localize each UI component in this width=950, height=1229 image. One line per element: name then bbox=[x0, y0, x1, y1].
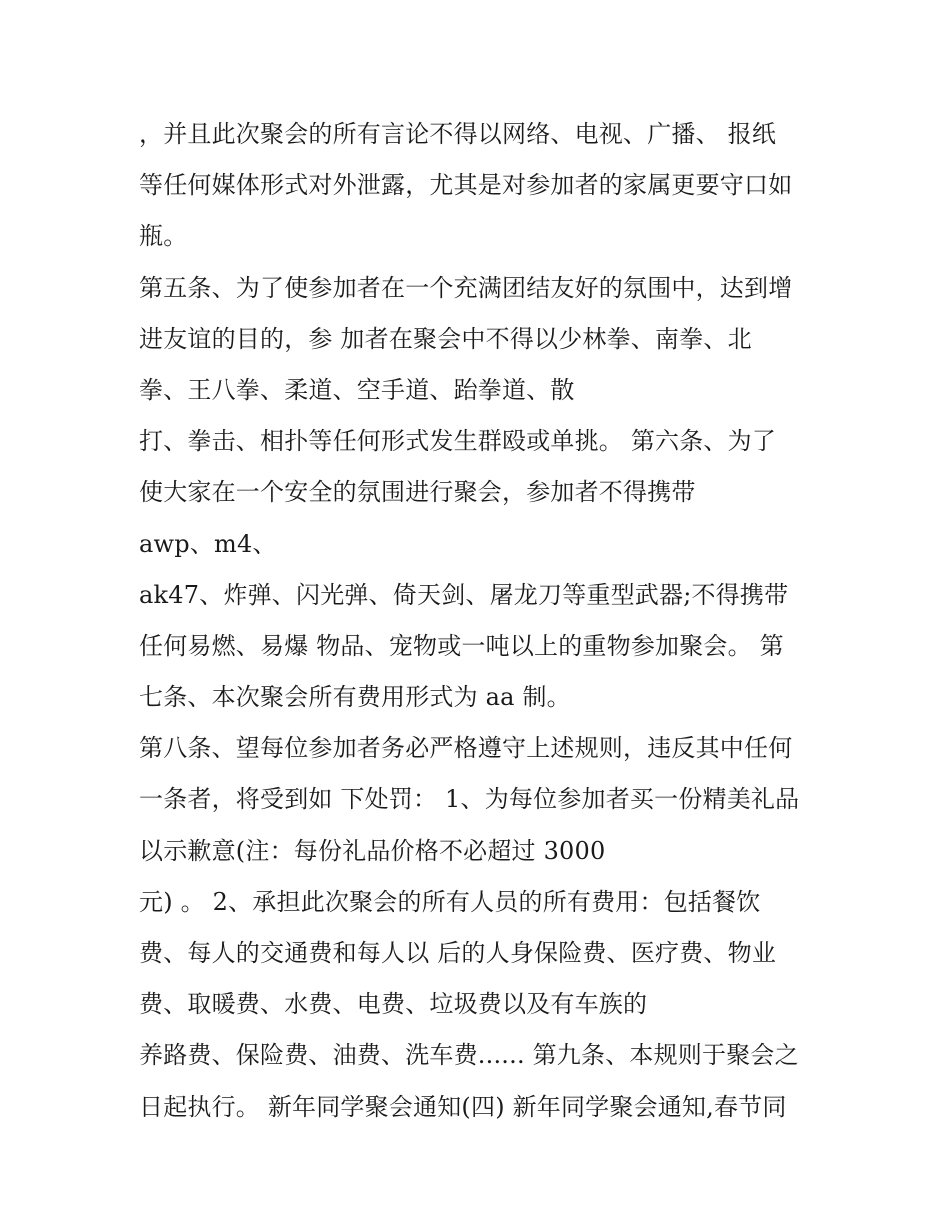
text-line-10: ak47、炸弹、闪光弹、倚天剑、屠龙刀等重型武器;不得携带 bbox=[139, 580, 789, 609]
text-line-4: 第五条、为了使参加者在一个充满团结友好的氛围中，达到增 bbox=[139, 273, 793, 302]
text-line-6: 拳、王八拳、柔道、空手道、跆拳道、散 bbox=[139, 375, 575, 404]
text-line-3: 瓶。 bbox=[139, 222, 188, 251]
text-line-18: 费、取暖费、水费、电费、垃圾费以及有车族的 bbox=[139, 990, 648, 1019]
text-line-17: 费、每人的交通费和每人以 后的人身保险费、医疗费、物业 bbox=[139, 939, 777, 967]
text-line-2: 等任何媒体形式对外泄露，尤其是对参加者的家属更要守口如 bbox=[139, 171, 793, 200]
text-line-20: 日起执行。 新年同学聚会通知(四) 新年同学聚会通知,春节同 bbox=[139, 1092, 787, 1121]
text-line-16: 元) 。 2、承担此次聚会的所有人员的所有费用：包括餐饮 bbox=[139, 887, 761, 916]
text-line-5: 进友谊的目的，参 加者在聚会中不得以少林拳、南拳、北 bbox=[139, 324, 752, 353]
document-body bbox=[139, 109, 829, 1133]
text-line-14: 一条者，将受到如 下处罚： 1、为每位参加者买一份精美礼品 bbox=[139, 785, 800, 814]
text-line-13: 第八条、望每位参加者务必严格遵守上述规则，违反其中任何 bbox=[139, 734, 793, 763]
text-line-12: 七条、本次聚会所有费用形式为 aa 制。 bbox=[139, 683, 571, 712]
text-line-8: 使大家在一个安全的氛围进行聚会，参加者不得携带 bbox=[139, 478, 696, 507]
text-line-9: awp、m4、 bbox=[139, 529, 277, 558]
text-line-7: 打、拳击、相扑等任何形式发生群殴或单挑。 第六条、为了 bbox=[139, 427, 777, 456]
text-line-15: 以示歉意(注：每份礼品价格不必超过 3000 bbox=[139, 836, 606, 865]
text-line-11: 任何易燃、易爆 物品、宠物或一吨以上的重物参加聚会。 第 bbox=[139, 631, 784, 660]
text-line-19: 养路费、保险费、油费、洗车费...... 第九条、本规则于聚会之 bbox=[139, 1041, 799, 1070]
text-line-1: ，并且此次聚会的所有言论不得以网络、电视、广播、 报纸 bbox=[139, 120, 777, 148]
